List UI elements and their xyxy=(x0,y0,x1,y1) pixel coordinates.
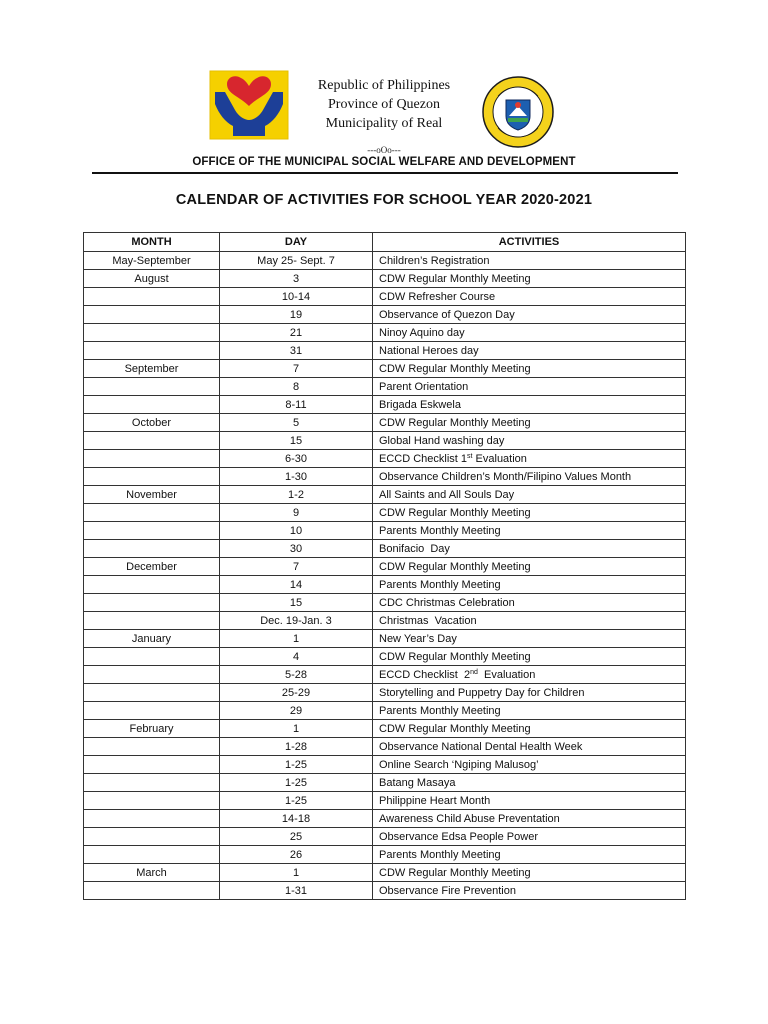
day-cell: 1-28 xyxy=(220,738,373,756)
month-cell xyxy=(84,774,220,792)
column-header-activities: ACTIVITIES xyxy=(373,233,686,252)
activity-cell: CDC Christmas Celebration xyxy=(373,594,686,612)
table-row xyxy=(84,468,686,486)
month-cell xyxy=(84,882,220,900)
day-cell: 19 xyxy=(220,306,373,324)
table-row xyxy=(84,432,686,450)
column-header-month: MONTH xyxy=(84,233,220,252)
table-row xyxy=(84,612,686,630)
activity-text: ECCD Checklist 1 xyxy=(379,452,468,465)
month-cell xyxy=(84,666,220,684)
table-row xyxy=(84,270,686,288)
activity-cell: Awareness Child Abuse Preventation xyxy=(373,810,686,828)
day-cell: 15 xyxy=(220,594,373,612)
table-row xyxy=(84,738,686,756)
activity-cell: Global Hand washing day xyxy=(373,432,686,450)
activity-cell: New Year’s Day xyxy=(373,630,686,648)
activities-table xyxy=(83,232,686,900)
day-cell: May 25- Sept. 7 xyxy=(220,252,373,270)
table-header-row xyxy=(84,233,686,252)
month-cell xyxy=(84,288,220,306)
day-cell: 1-31 xyxy=(220,882,373,900)
table-row xyxy=(84,828,686,846)
activity-text-after: Evaluation xyxy=(472,452,527,465)
month-cell: January xyxy=(84,630,220,648)
activity-cell xyxy=(373,666,686,684)
activity-cell: All Saints and All Souls Day xyxy=(373,486,686,504)
day-cell: 1 xyxy=(220,864,373,882)
table-row xyxy=(84,414,686,432)
activity-cell: Observance Children’s Month/Filipino Values Month xyxy=(373,468,686,486)
table-row xyxy=(84,684,686,702)
table-row xyxy=(84,450,686,468)
table-row xyxy=(84,594,686,612)
table-row xyxy=(84,378,686,396)
month-cell xyxy=(84,648,220,666)
month-cell xyxy=(84,432,220,450)
month-cell xyxy=(84,396,220,414)
month-cell: March xyxy=(84,864,220,882)
activity-text-after: Evaluation xyxy=(477,668,536,681)
day-cell: 1-25 xyxy=(220,774,373,792)
activity-cell: CDW Regular Monthly Meeting xyxy=(373,648,686,666)
day-cell: 7 xyxy=(220,558,373,576)
table-row xyxy=(84,882,686,900)
table-row xyxy=(84,504,686,522)
month-cell xyxy=(84,846,220,864)
activity-cell: Observance Edsa People Power xyxy=(373,828,686,846)
day-cell: 6-30 xyxy=(220,450,373,468)
day-cell: 1-30 xyxy=(220,468,373,486)
activity-cell: CDW Regular Monthly Meeting xyxy=(373,414,686,432)
activity-cell: CDW Regular Monthly Meeting xyxy=(373,360,686,378)
document-title: CALENDAR OF ACTIVITIES FOR SCHOOL YEAR 2020-2021 xyxy=(175,192,593,208)
day-cell: 25 xyxy=(220,828,373,846)
activity-cell: Bonifacio Day xyxy=(373,540,686,558)
table-row xyxy=(84,720,686,738)
activity-text: ECCD Checklist 2 xyxy=(379,668,471,681)
month-cell xyxy=(84,324,220,342)
table-row xyxy=(84,576,686,594)
month-cell xyxy=(84,378,220,396)
activity-cell: Storytelling and Puppetry Day for Children xyxy=(373,684,686,702)
activity-cell: Observance of Quezon Day xyxy=(373,306,686,324)
activity-cell: Batang Masaya xyxy=(373,774,686,792)
month-cell: September xyxy=(84,360,220,378)
day-cell: 8 xyxy=(220,378,373,396)
month-cell: May-September xyxy=(84,252,220,270)
day-cell: 14-18 xyxy=(220,810,373,828)
table-row xyxy=(84,810,686,828)
table-row xyxy=(84,666,686,684)
table-row xyxy=(84,774,686,792)
header-line-republic: Republic of Philippines xyxy=(317,78,451,93)
activity-cell: CDW Regular Monthly Meeting xyxy=(373,270,686,288)
activity-cell: Ninoy Aquino day xyxy=(373,324,686,342)
activity-cell: Christmas Vacation xyxy=(373,612,686,630)
month-cell: August xyxy=(84,270,220,288)
day-cell: 3 xyxy=(220,270,373,288)
month-cell xyxy=(84,540,220,558)
day-cell: 1-2 xyxy=(220,486,373,504)
day-cell: 21 xyxy=(220,324,373,342)
table-row xyxy=(84,324,686,342)
month-cell xyxy=(84,828,220,846)
month-cell: December xyxy=(84,558,220,576)
table-row xyxy=(84,360,686,378)
month-cell: October xyxy=(84,414,220,432)
month-cell xyxy=(84,756,220,774)
month-cell xyxy=(84,522,220,540)
day-cell: 5 xyxy=(220,414,373,432)
month-cell xyxy=(84,702,220,720)
month-cell: February xyxy=(84,720,220,738)
header-divider xyxy=(92,172,678,174)
table-row xyxy=(84,702,686,720)
activity-cell: National Heroes day xyxy=(373,342,686,360)
month-cell xyxy=(84,576,220,594)
day-cell: 25-29 xyxy=(220,684,373,702)
activity-cell: Brigada Eskwela xyxy=(373,396,686,414)
day-cell: 14 xyxy=(220,576,373,594)
table-row xyxy=(84,252,686,270)
activity-cell: CDW Regular Monthly Meeting xyxy=(373,864,686,882)
activity-cell xyxy=(373,450,686,468)
activity-cell: CDW Regular Monthly Meeting xyxy=(373,504,686,522)
table-row xyxy=(84,558,686,576)
table-row xyxy=(84,648,686,666)
activity-cell: Online Search ‘Ngiping Malusog’ xyxy=(373,756,686,774)
activity-cell: Philippine Heart Month xyxy=(373,792,686,810)
activity-cell: CDW Regular Monthly Meeting xyxy=(373,720,686,738)
office-name: OFFICE OF THE MUNICIPAL SOCIAL WELFARE AND DEVELOPMENT xyxy=(192,156,576,168)
column-header-day: DAY xyxy=(220,233,373,252)
day-cell: 15 xyxy=(220,432,373,450)
table-row xyxy=(84,486,686,504)
month-cell xyxy=(84,612,220,630)
day-cell: 4 xyxy=(220,648,373,666)
table-row xyxy=(84,396,686,414)
header-line-municipality: Municipality of Real xyxy=(325,116,443,131)
activity-cell: Parent Orientation xyxy=(373,378,686,396)
day-cell: 1-25 xyxy=(220,792,373,810)
month-cell xyxy=(84,810,220,828)
table-row xyxy=(84,630,686,648)
ordinal-suffix: nd xyxy=(470,668,478,676)
day-cell: 1-25 xyxy=(220,756,373,774)
day-cell: 1 xyxy=(220,720,373,738)
day-cell: Dec. 19-Jan. 3 xyxy=(220,612,373,630)
table-row xyxy=(84,756,686,774)
month-cell xyxy=(84,792,220,810)
activity-cell: Observance Fire Prevention xyxy=(373,882,686,900)
table-row xyxy=(84,792,686,810)
table-row xyxy=(84,342,686,360)
day-cell: 10 xyxy=(220,522,373,540)
table-body xyxy=(84,252,686,900)
month-cell xyxy=(84,342,220,360)
day-cell: 7 xyxy=(220,360,373,378)
day-cell: 5-28 xyxy=(220,666,373,684)
day-cell: 26 xyxy=(220,846,373,864)
month-cell xyxy=(84,504,220,522)
day-cell: 10-14 xyxy=(220,288,373,306)
municipal-seal-icon xyxy=(482,76,554,148)
activity-cell: Parents Monthly Meeting xyxy=(373,576,686,594)
day-cell: 29 xyxy=(220,702,373,720)
month-cell: November xyxy=(84,486,220,504)
ordinal-suffix: st xyxy=(467,452,473,460)
activity-cell: Parents Monthly Meeting xyxy=(373,846,686,864)
day-cell: 31 xyxy=(220,342,373,360)
activity-cell: Children’s Registration xyxy=(373,252,686,270)
day-cell: 30 xyxy=(220,540,373,558)
activity-cell: CDW Refresher Course xyxy=(373,288,686,306)
month-cell xyxy=(84,306,220,324)
header-address xyxy=(0,76,768,133)
day-cell: 1 xyxy=(220,630,373,648)
month-cell xyxy=(84,450,220,468)
table-row xyxy=(84,288,686,306)
month-cell xyxy=(84,684,220,702)
day-cell: 9 xyxy=(220,504,373,522)
day-cell: 8-11 xyxy=(220,396,373,414)
table-row xyxy=(84,306,686,324)
month-cell xyxy=(84,594,220,612)
month-cell xyxy=(84,468,220,486)
activity-cell: CDW Regular Monthly Meeting xyxy=(373,558,686,576)
activity-cell: Parents Monthly Meeting xyxy=(373,522,686,540)
month-cell xyxy=(84,738,220,756)
header-ornament: ---oOo--- xyxy=(367,145,401,155)
table-row xyxy=(84,540,686,558)
activity-cell: Observance National Dental Health Week xyxy=(373,738,686,756)
activity-cell: Parents Monthly Meeting xyxy=(373,702,686,720)
header-line-province: Province of Quezon xyxy=(328,97,440,112)
table-row xyxy=(84,522,686,540)
table-row xyxy=(84,846,686,864)
table-row xyxy=(84,864,686,882)
